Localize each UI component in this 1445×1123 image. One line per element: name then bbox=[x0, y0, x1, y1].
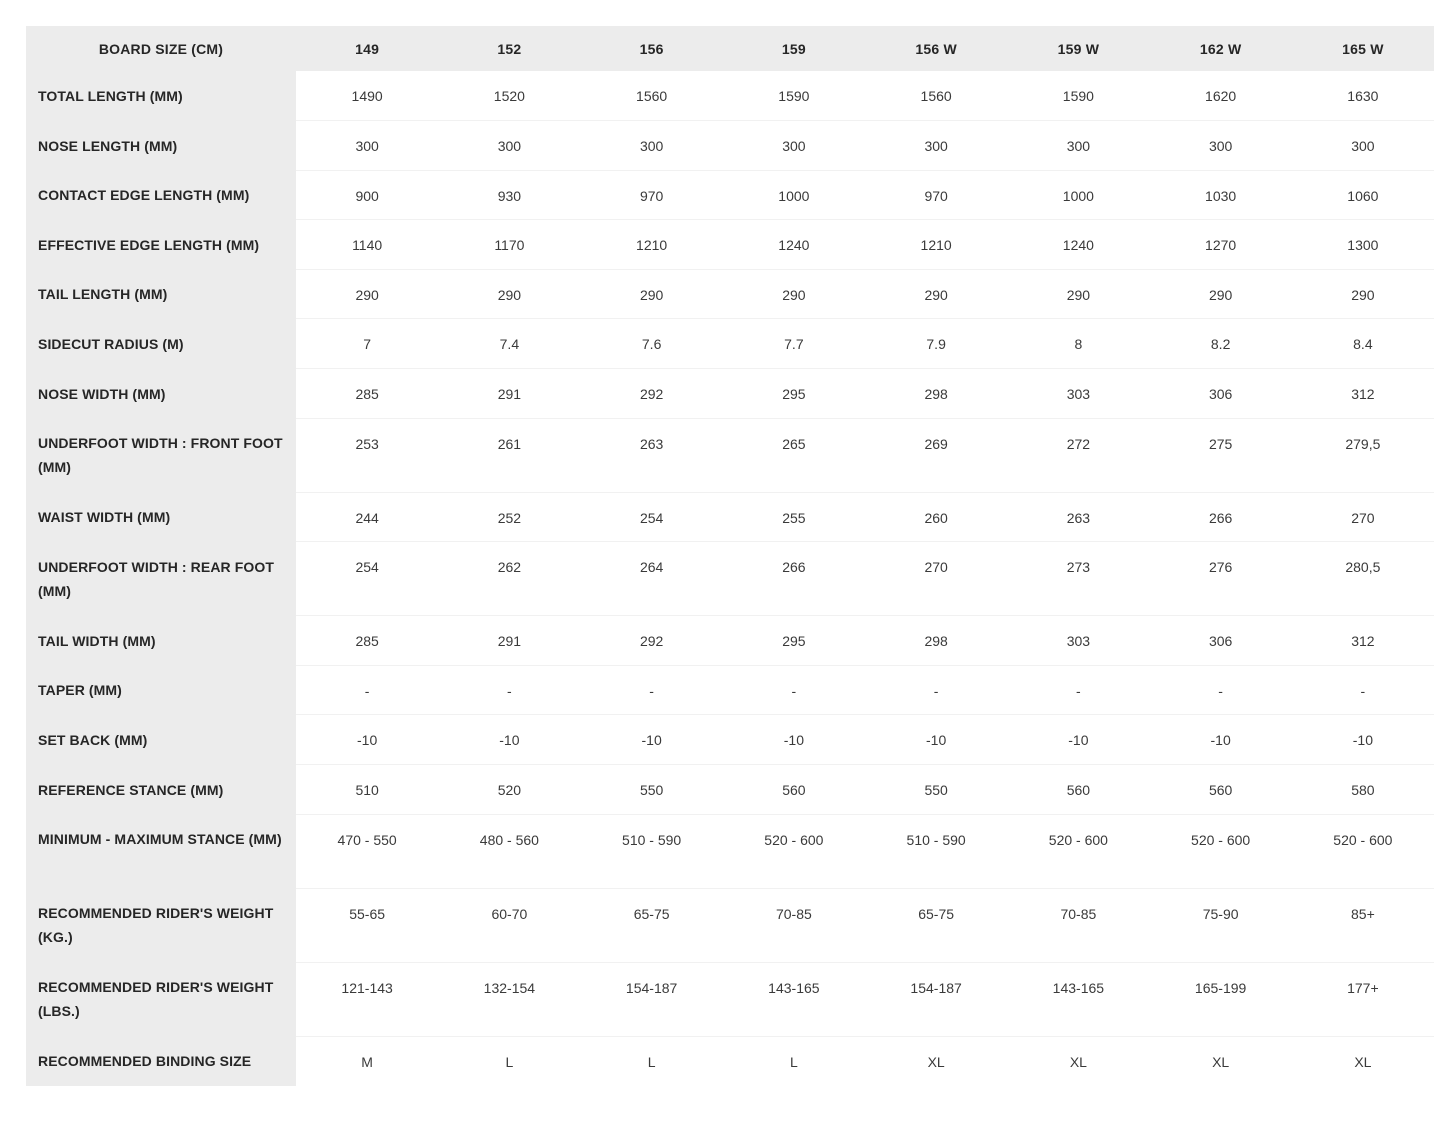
table-cell: 1000 bbox=[723, 170, 865, 220]
table-cell: 1060 bbox=[1292, 170, 1434, 220]
table-cell: 255 bbox=[723, 492, 865, 542]
table-cell: 1300 bbox=[1292, 220, 1434, 270]
row-label: SET BACK (MM) bbox=[26, 715, 296, 765]
table-cell: 560 bbox=[1007, 765, 1149, 815]
table-cell: 266 bbox=[723, 542, 865, 616]
table-cell: -10 bbox=[581, 715, 723, 765]
table-cell: 165-199 bbox=[1150, 962, 1292, 1036]
table-cell: -10 bbox=[1150, 715, 1292, 765]
table-cell: 520 - 600 bbox=[1292, 814, 1434, 888]
table-cell: 292 bbox=[581, 369, 723, 419]
table-cell: M bbox=[361, 1053, 373, 1070]
row-label: TOTAL LENGTH (MM) bbox=[26, 71, 296, 121]
table-row bbox=[26, 121, 1434, 171]
table-cell: 306 bbox=[1150, 369, 1292, 419]
table-cell: 273 bbox=[1007, 542, 1149, 616]
table-cell: - bbox=[581, 665, 723, 715]
table-cell: 252 bbox=[438, 492, 580, 542]
table-cell: 290 bbox=[296, 269, 438, 319]
table-cell: 7.9 bbox=[865, 319, 1007, 369]
row-label: TAIL WIDTH (MM) bbox=[26, 616, 296, 666]
table-cell: 121-143 bbox=[296, 962, 438, 1036]
table-cell: 266 bbox=[1150, 492, 1292, 542]
table-cell: 75-90 bbox=[1150, 888, 1292, 962]
table-cell: 550 bbox=[581, 765, 723, 815]
table-row bbox=[26, 319, 1434, 369]
table-cell: 290 bbox=[1150, 269, 1292, 319]
table-cell: 292 bbox=[581, 616, 723, 666]
table-cell: 970 bbox=[581, 170, 723, 220]
table-cell: 55-65 bbox=[296, 888, 438, 962]
table-cell: 298 bbox=[865, 616, 1007, 666]
row-label: RECOMMENDED RIDER'S WEIGHT (KG.) bbox=[26, 888, 296, 962]
size-header: 156 bbox=[581, 26, 723, 71]
table-cell: 290 bbox=[723, 269, 865, 319]
table-cell: 7 bbox=[296, 319, 438, 369]
table-cell: 7.6 bbox=[581, 319, 723, 369]
table-cell: 290 bbox=[581, 269, 723, 319]
table-row bbox=[26, 369, 1434, 419]
table-row bbox=[26, 542, 1434, 616]
row-label: TAIL LENGTH (MM) bbox=[26, 269, 296, 319]
table-cell: 85+ bbox=[1292, 888, 1434, 962]
table-cell: 70-85 bbox=[1007, 888, 1149, 962]
table-cell: -10 bbox=[1007, 715, 1149, 765]
row-label: CONTACT EDGE LENGTH (MM) bbox=[26, 170, 296, 220]
table-cell: 264 bbox=[581, 542, 723, 616]
table-cell: 295 bbox=[723, 616, 865, 666]
table-cell: 269 bbox=[865, 418, 1007, 492]
table-cell: - bbox=[1292, 665, 1434, 715]
table-row bbox=[26, 814, 1434, 888]
table-cell: 272 bbox=[1007, 418, 1149, 492]
table-cell: 290 bbox=[1292, 269, 1434, 319]
table-cell: 290 bbox=[438, 269, 580, 319]
table-cell: - bbox=[723, 665, 865, 715]
board-size-spec-table bbox=[26, 26, 1434, 1086]
table-cell: 8.4 bbox=[1292, 319, 1434, 369]
table-row bbox=[26, 765, 1434, 815]
table-cell: -10 bbox=[438, 715, 580, 765]
table-cell: 300 bbox=[1292, 121, 1434, 171]
row-label: SIDECUT RADIUS (M) bbox=[26, 319, 296, 369]
table-cell: 1140 bbox=[296, 220, 438, 270]
header-label: BOARD SIZE (CM) bbox=[26, 26, 296, 71]
table-cell: 520 - 600 bbox=[1007, 814, 1149, 888]
table-cell: 253 bbox=[296, 418, 438, 492]
table-cell: 303 bbox=[1007, 616, 1149, 666]
table-cell: 254 bbox=[296, 542, 438, 616]
table-cell: - bbox=[296, 665, 438, 715]
table-cell: 285 bbox=[296, 369, 438, 419]
table-cell: 306 bbox=[1150, 616, 1292, 666]
table-cell: 1590 bbox=[1007, 71, 1149, 121]
size-header: 159 bbox=[723, 26, 865, 71]
table-cell: 510 bbox=[296, 765, 438, 815]
table-cell: 300 bbox=[581, 121, 723, 171]
table-cell: 254 bbox=[581, 492, 723, 542]
table-cell: 550 bbox=[865, 765, 1007, 815]
table-row bbox=[26, 1036, 1434, 1086]
table-cell: 154-187 bbox=[865, 962, 1007, 1036]
table-cell: XL bbox=[927, 1053, 945, 1070]
table-cell: XL bbox=[1354, 1053, 1372, 1070]
table-cell: 177+ bbox=[1292, 962, 1434, 1036]
table-cell: - bbox=[438, 665, 580, 715]
table-cell: - bbox=[1007, 665, 1149, 715]
table-cell: L bbox=[789, 1053, 798, 1070]
table-cell: 520 - 600 bbox=[1150, 814, 1292, 888]
table-cell: 270 bbox=[1292, 492, 1434, 542]
row-label: RECOMMENDED BINDING SIZE bbox=[26, 1036, 296, 1086]
table-cell: 900 bbox=[296, 170, 438, 220]
table-cell: - bbox=[865, 665, 1007, 715]
table-cell: 291 bbox=[438, 616, 580, 666]
table-cell: 1520 bbox=[438, 71, 580, 121]
row-label: UNDERFOOT WIDTH : FRONT FOOT (MM) bbox=[26, 418, 296, 492]
table-cell: 132-154 bbox=[438, 962, 580, 1036]
row-label: RECOMMENDED RIDER'S WEIGHT (LBS.) bbox=[26, 962, 296, 1036]
table-cell: 1590 bbox=[723, 71, 865, 121]
table-cell: 280,5 bbox=[1292, 542, 1434, 616]
table-row bbox=[26, 492, 1434, 542]
table-cell: 1560 bbox=[581, 71, 723, 121]
table-cell: 300 bbox=[296, 121, 438, 171]
table-cell: 276 bbox=[1150, 542, 1292, 616]
table-cell: 560 bbox=[723, 765, 865, 815]
header-row bbox=[26, 26, 1434, 71]
table-cell: 1630 bbox=[1292, 71, 1434, 121]
row-label: NOSE WIDTH (MM) bbox=[26, 369, 296, 419]
table-cell: -10 bbox=[1292, 715, 1434, 765]
table-cell: 510 - 590 bbox=[581, 814, 723, 888]
table-cell: 510 - 590 bbox=[865, 814, 1007, 888]
size-header: 165 W bbox=[1292, 26, 1434, 71]
row-label: UNDERFOOT WIDTH : REAR FOOT (MM) bbox=[26, 542, 296, 616]
table-cell: 275 bbox=[1150, 418, 1292, 492]
table-cell: 244 bbox=[296, 492, 438, 542]
table-row bbox=[26, 888, 1434, 962]
table-cell: 290 bbox=[1007, 269, 1149, 319]
table-cell: 65-75 bbox=[865, 888, 1007, 962]
table-cell: 300 bbox=[865, 121, 1007, 171]
table-cell: 154-187 bbox=[581, 962, 723, 1036]
table-cell: 1210 bbox=[865, 220, 1007, 270]
table-cell: 1030 bbox=[1150, 170, 1292, 220]
table-cell: XL bbox=[1212, 1053, 1230, 1070]
table-cell: 312 bbox=[1292, 616, 1434, 666]
table-cell: 70-85 bbox=[723, 888, 865, 962]
row-label: TAPER (MM) bbox=[26, 665, 296, 715]
table-cell: - bbox=[1150, 665, 1292, 715]
table-cell: -10 bbox=[865, 715, 1007, 765]
row-label: MINIMUM - MAXIMUM STANCE (MM) bbox=[26, 814, 296, 888]
table-cell: 298 bbox=[865, 369, 1007, 419]
table-cell: 291 bbox=[438, 369, 580, 419]
table-cell: 295 bbox=[723, 369, 865, 419]
size-header: 152 bbox=[438, 26, 580, 71]
table-cell: 261 bbox=[438, 418, 580, 492]
table-cell: L bbox=[505, 1053, 514, 1070]
table-cell: 8 bbox=[1007, 319, 1149, 369]
table-cell: 1620 bbox=[1150, 71, 1292, 121]
table-row bbox=[26, 269, 1434, 319]
table-cell: 285 bbox=[296, 616, 438, 666]
table-cell: 480 - 560 bbox=[438, 814, 580, 888]
table-cell: 520 bbox=[438, 765, 580, 815]
table-cell: 7.7 bbox=[723, 319, 865, 369]
table-cell: 1170 bbox=[438, 220, 580, 270]
row-label: REFERENCE STANCE (MM) bbox=[26, 765, 296, 815]
size-header: 159 W bbox=[1007, 26, 1149, 71]
table-cell: 7.4 bbox=[438, 319, 580, 369]
row-label: WAIST WIDTH (MM) bbox=[26, 492, 296, 542]
table-cell: 300 bbox=[1150, 121, 1292, 171]
table-cell: 470 - 550 bbox=[296, 814, 438, 888]
table-cell: 1490 bbox=[296, 71, 438, 121]
table-cell: 1210 bbox=[581, 220, 723, 270]
table-cell: 143-165 bbox=[723, 962, 865, 1036]
table-row bbox=[26, 71, 1434, 121]
table-cell: 143-165 bbox=[1007, 962, 1149, 1036]
table-cell: 1270 bbox=[1150, 220, 1292, 270]
table-cell: 520 - 600 bbox=[723, 814, 865, 888]
table-cell: 300 bbox=[723, 121, 865, 171]
table-cell: XL bbox=[1069, 1053, 1087, 1070]
table-row bbox=[26, 616, 1434, 666]
table-row bbox=[26, 665, 1434, 715]
table-cell: 560 bbox=[1150, 765, 1292, 815]
table-cell: 312 bbox=[1292, 369, 1434, 419]
table-cell: 930 bbox=[438, 170, 580, 220]
table-cell: 265 bbox=[723, 418, 865, 492]
table-cell: 8.2 bbox=[1150, 319, 1292, 369]
table-cell: 279,5 bbox=[1292, 418, 1434, 492]
table-cell: 263 bbox=[581, 418, 723, 492]
table-cell: 1240 bbox=[1007, 220, 1149, 270]
row-label: NOSE LENGTH (MM) bbox=[26, 121, 296, 171]
table-cell: 263 bbox=[1007, 492, 1149, 542]
table-row bbox=[26, 418, 1434, 492]
table-cell: 300 bbox=[1007, 121, 1149, 171]
table-cell: -10 bbox=[296, 715, 438, 765]
table-cell: -10 bbox=[723, 715, 865, 765]
table-cell: 300 bbox=[438, 121, 580, 171]
table-cell: 580 bbox=[1292, 765, 1434, 815]
table-cell: 290 bbox=[865, 269, 1007, 319]
table-cell: 303 bbox=[1007, 369, 1149, 419]
table-cell: L bbox=[647, 1053, 656, 1070]
table-cell: 1240 bbox=[723, 220, 865, 270]
table-cell: 970 bbox=[865, 170, 1007, 220]
table-row bbox=[26, 715, 1434, 765]
table-row bbox=[26, 962, 1434, 1036]
table-cell: 270 bbox=[865, 542, 1007, 616]
row-label: EFFECTIVE EDGE LENGTH (MM) bbox=[26, 220, 296, 270]
table-cell: 262 bbox=[438, 542, 580, 616]
table-cell: 1560 bbox=[865, 71, 1007, 121]
size-header: 156 W bbox=[865, 26, 1007, 71]
table-row bbox=[26, 170, 1434, 220]
table-cell: 65-75 bbox=[581, 888, 723, 962]
table-cell: 60-70 bbox=[438, 888, 580, 962]
table-cell: 1000 bbox=[1007, 170, 1149, 220]
size-header: 162 W bbox=[1150, 26, 1292, 71]
table-cell: 260 bbox=[865, 492, 1007, 542]
table-row bbox=[26, 220, 1434, 270]
size-header: 149 bbox=[296, 26, 438, 71]
